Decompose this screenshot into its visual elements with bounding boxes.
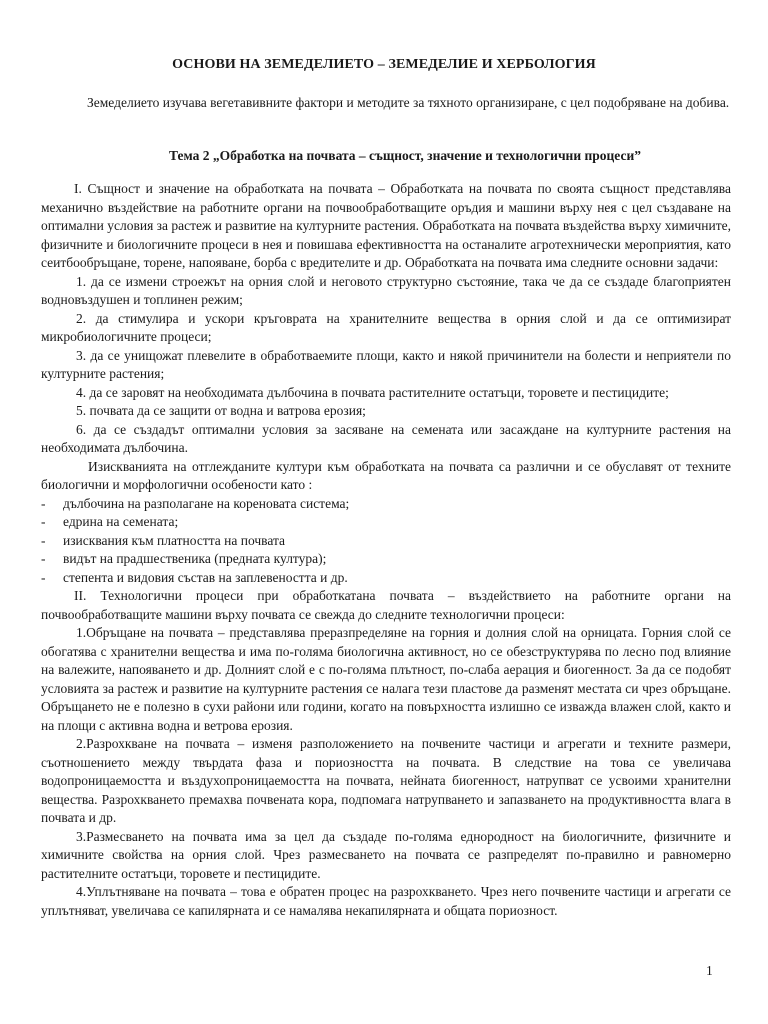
process-paragraph: 3.Размесването на почвата има за цел да създаде по-голяма еднородност на биологичните, физичните и химичните свойства на орния слой. Чрез размесването на почвата се разпределят по-правилно и равномерно растителните остатъци, торовете и пестицидите. <box>41 828 731 881</box>
requirements-paragraph: Изискванията на отглежданите култури към обработката на почвата са различни и се обуславят от техните биологични и морфологични особености като : <box>41 458 731 492</box>
list-item-text: видът на прадшественика (предната култура); <box>63 551 327 566</box>
task-item: 1. да се измени строежът на орния слой и неговото структурно състояние, така че да се създаде благоприятен водновъздушен и топлинен режим; <box>41 273 731 307</box>
list-item-text: едрина на семената; <box>63 514 179 529</box>
task-item: 3. да се унищожат плевелите в обработваемите площи, както и някой причинители на болести и неприятели по културните растения; <box>41 347 731 381</box>
bullet-dash: - <box>41 514 46 529</box>
list-item-text: изисквания към платността на почвата <box>63 532 286 548</box>
document-body <box>41 180 731 920</box>
topic-heading: Тема 2 „Обработка на почвата – същност, значение и технологични процеси” <box>169 148 641 163</box>
list-item <box>41 532 731 551</box>
requirements-list <box>41 495 731 588</box>
section2-intro: II. Технологични процеси при обработкатана почвата – въздействието на работните органи на почвообработващите машини върху почвата се свежда до следните технологични процеси: <box>41 588 731 622</box>
task-item: 5. почвата да се защити от водна и ватрова ерозия; <box>76 403 366 418</box>
bullet-dash: - <box>41 495 46 511</box>
process-paragraph: 2.Разрохкване на почвата – изменя разположението на почвените частици и агрегати и техните размери, съотношението между твърдата фаза и пориозността на почвата. В следствие на това се увеличава водопроницаемостта и въздухопроницаемостта на почвата, нейната биогенност, натрупват се усвоими хранителни вещества. Разрохкването премахва почвената кора, подпомага натрупването и запазването на продуктивността влага в почвата и др. <box>41 736 731 825</box>
list-item-text: дълбочина на разполагане на кореновата система; <box>63 495 350 511</box>
intro-paragraph: Земеделието изучава вегетавивните фактори и методите за тяхното организиране, с цел подобряване на добива. <box>87 95 730 110</box>
page-number: 1 <box>706 963 713 978</box>
list-item <box>41 495 731 514</box>
section1-intro: I. Същност и значение на обработката на почвата – Обработката на почвата по своята същност представлява механично въздействие на работните органи на почвообработващите оръдия и машини върху нея с цел създаване на оптимални условия за растеж и развитие на културните растения. Обработката на почвата въздейства върху химичните, физичните и биологичните процеси в нея и повишава ефективността на останалите агротехнически мероприятия, като сеитбообръщане, торене, напояване, борба с вредителите и др. Обработката на почвата има следните основни задачи: <box>41 181 731 270</box>
process-paragraph: 1.Обръщане на почвата – представлява преразпределяне на горния и долния слой на орницата. Горния слой се обогатява с хранителни вещества и има по-голяма биологична активност, но се обезструктурява по лесно под влияние на валежите, напояването и др. Долният слой е с по-голяма плътност, по-слаба аерация и биогенност. За да се подобят условията за растеж и развитие на културните растения се налага тези пластове да разменят местата си чрез обръщане. Обръщането не е полезно в сухи райони или години, когато на повърхността излишно се изважда влажен слой, както и на площи с активна водна и ветрова ерозия. <box>41 625 731 733</box>
task-item: 6. да се създадът оптимални условия за засяване на семената или засаждане на културните растения на необходимата дълбочина. <box>41 421 731 455</box>
bullet-dash: - <box>41 532 46 548</box>
list-item <box>41 550 731 569</box>
list-item <box>41 569 731 588</box>
list-item-text: степента и видовия състав на заплевеността и др. <box>63 569 348 585</box>
list-item <box>41 513 731 532</box>
document-title: ОСНОВИ НА ЗЕМЕДЕЛИЕТО – ЗЕМЕДЕЛИЕ И ХЕРБОЛОГИЯ <box>172 57 596 72</box>
task-item: 4. да се заровят на необходимата дълбочина в почвата растителните остатъци, торовете и пестицидите; <box>76 384 669 400</box>
task-item: 2. да стимулира и ускори кръговрата на хранителните вещества в орния слой и да се оптимизират микробиологичните процеси; <box>41 310 731 344</box>
bullet-dash: - <box>41 569 46 585</box>
process-paragraph: 4.Уплътняване на почвата – това е обратен процес на разрохкването. Чрез него почвените частици и агрегати се уплътняват, увеличава се капилярната и се намалява некапилярната и общата пориозност. <box>41 884 731 918</box>
bullet-dash: - <box>41 551 46 566</box>
